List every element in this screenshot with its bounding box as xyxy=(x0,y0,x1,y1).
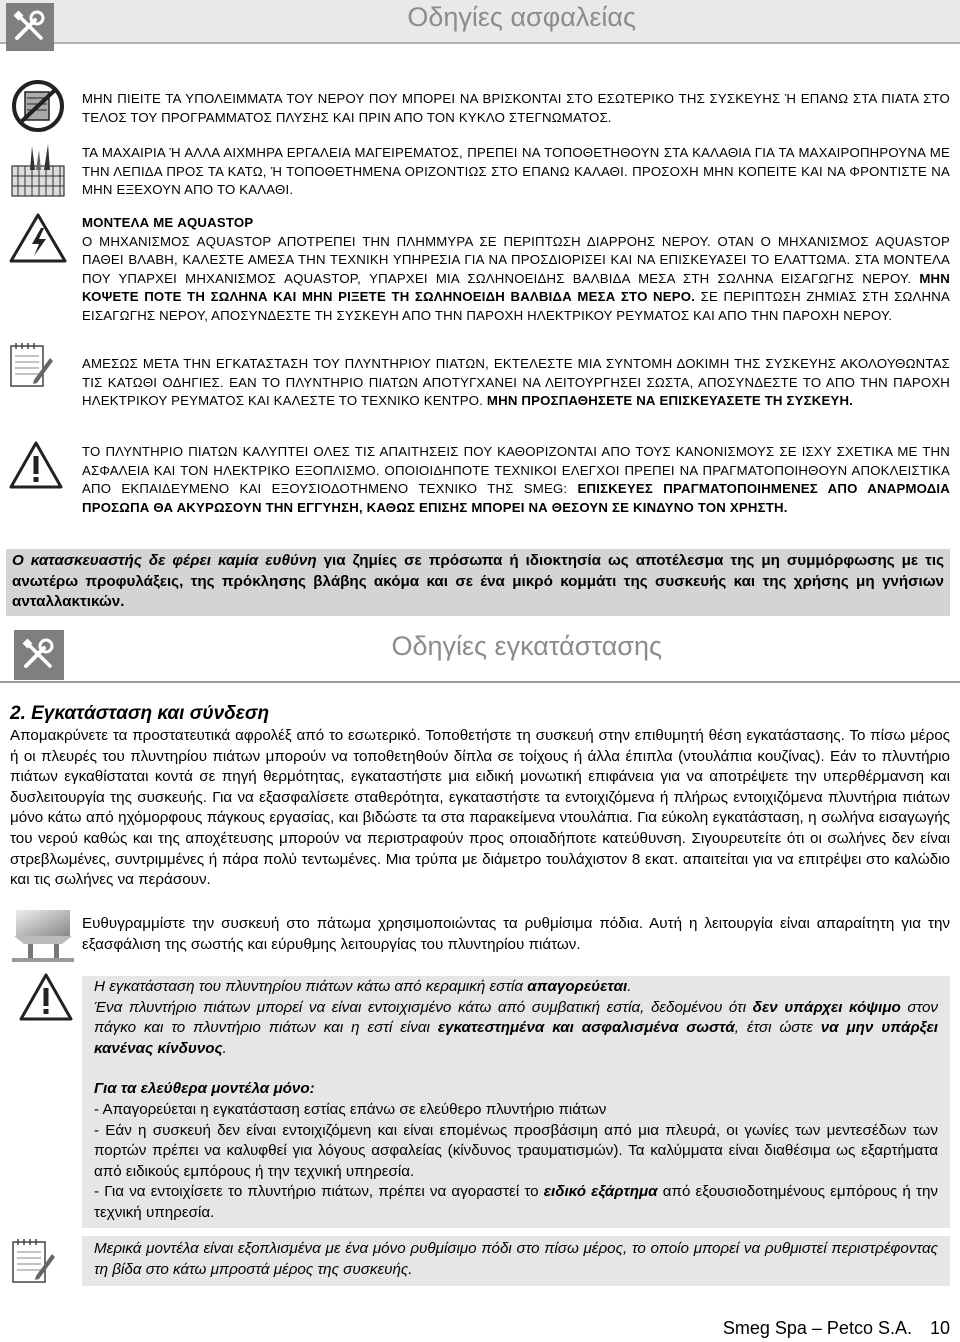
liability-notice-italic: Ο κατασκευαστής δε φέρει καμία ευθύνη xyxy=(12,552,317,569)
install-title: Οδηγίες εγκατάστασης xyxy=(391,631,662,661)
spacer xyxy=(94,1059,938,1079)
hob-line-2-bold-2: εγκατεστημένα και ασφαλισμένα σωστά xyxy=(437,1019,735,1037)
tools-icon xyxy=(14,630,64,680)
free-models-item-3-bold: ειδικό εξάρτημα xyxy=(543,1183,658,1201)
compliance-block xyxy=(82,443,950,517)
foot-note-text: Μερικά μοντέλα είναι εξοπλισμένα με ένα μόνο ρυθμίσιμο πόδι στο πίσω μέρος, το οποίο μπορεί να ρυθμιστεί περιστρέφοντας τη βίδα στο κάτω μπροστά μέρος της συσκευής. xyxy=(94,1240,938,1278)
compliance-text: ΤΟ ΠΛΥΝΤΗΡΙΟ ΠΙΑΤΩΝ ΚΑΛΥΠΤΕΙ ΟΛΕΣ ΤΙΣ ΑΠΑΙΤΗΣΕΙΣ ΠΟΥ ΚΑΘΟΡΙΖΟΝΤΑΙ ΑΠΟ ΤΟΥΣ ΚΑΝΟΝΙΣΜΟΥΣ ΣΕ ΙΣΧΥ ΣΧΕΤΙΚΑ ΜΕ ΤΗΝ ΑΣΦΑΛΕΙΑ ΚΑΙ ΤΟΝ ΗΛΕΚΤΡΙΚΟ ΕΞΟΠΛΙΣΜΟ. ΟΠΟΙΟΙΔΗΠΟΤΕ ΤΕΧΝΙΚΟΙ ΕΛΕΓΧΟΙ ΠΡΕΠΕΙ ΝΑ ΠΡΑΓΜΑΤΟΠΟΙΗΘΟΥΝ ΑΠΟΚΛΕΙΣΤΙΚΑ ΑΠΟ ΕΚΠΑΙΔΕΥΜΕΝΟ ΚΑΙ ΕΞΟΥΣΙΟΔΟΤΗΜΕΝΟ ΤΕΧΝΙΚΟ ΤΗΣ SMEG: xyxy=(82,444,950,497)
aquastop-text-2: ΣΕ ΠΕΡΙΠΤΩΣΗ ΖΗΜΙΑΣ ΣΤΗ ΣΩΛΗΝΑ ΕΙΣΑΓΩΓΗΣ ΝΕΡΟΥ, ΑΠΟΣΥΝΔΕΣΤΕ ΤΗ ΣΥΣΚΕΥΗ ΑΠΟ ΤΗΝ ΠΑΡΟΧΗ ΗΛΕΚΤΡΙΚΟΥ ΡΕΥΜΑΤΟΣ ΚΑΙ ΑΠΟ ΤΗΝ ΠΑΡΟΧΗ ΝΕΡΟΥ. xyxy=(82,289,950,323)
notepad-icon xyxy=(10,1236,56,1291)
hob-line-2-text: Ένα πλυντήριο πιάτων μπορεί να είναι εντοιχισμένο κάτω από συμβατική εστία, δεδομένου ότι xyxy=(94,998,753,1016)
page-title: Οδηγίες ασφαλείας xyxy=(407,2,636,32)
hob-line-2 xyxy=(94,998,938,1060)
test-note-block xyxy=(82,355,950,411)
aquastop-block xyxy=(82,214,950,326)
warning-icon xyxy=(8,440,64,495)
test-note-text: ΑΜΕΣΩΣ ΜΕΤΑ ΤΗΝ ΕΓΚΑΤΑΣΤΑΣΗ ΤΟΥ ΠΛΥΝΤΗΡΙΟΥ ΠΙΑΤΩΝ, ΕΚΤΕΛΕΣΤΕ ΜΙΑ ΣΥΝΤΟΜΗ ΔΟΚΙΜΗ ΤΗΣ ΣΥΣΚΕΥΗΣ ΑΚΟΛΟΥΘΩΝΤΑΣ ΤΙΣ ΚΑΤΩΘΙ ΟΔΗΓΙΕΣ. ΕΑΝ ΤΟ ΠΛΥΝΤΗΡΙΟ ΠΙΑΤΩΝ ΑΠΟΤΥΓΧΑΝΕΙ ΝΑ ΛΕΙΤΟΥΡΓΗΣΕΙ ΣΩΣΤΑ, ΑΠΟΣΥΝΔΕΣΤΕ ΤΟ ΑΠΟ ΤΗΝ ΠΑΡΟΧΗ ΗΛΕΚΤΡΙΚΟΥ ΡΕΥΜΑΤΟΣ ΚΑΙ ΚΑΛΕΣΤΕ ΤΟ ΤΕΧΝΙΚΟ ΚΕΝΤΡΟ. xyxy=(82,356,950,409)
warning-knives-text: ΤΑ ΜΑΧΑΙΡΙΑ Ή ΑΛΛΑ ΑΙΧΜΗΡΑ ΕΡΓΑΛΕΙΑ ΜΑΓΕΙΡΕΜΑΤΟΣ, ΠΡΕΠΕΙ ΝΑ ΤΟΠΟΘΕΤΗΘΟΥΝ ΣΤΑ ΚΑΛΑΘΙΑ ΓΙΑ ΤΑ ΜΑΧΑΙΡΟΠΗΡΟΥΝΑ ΜΕ ΤΗΝ ΛΕΠΙΔΑ ΠΡΟΣ ΤΑ ΚΑΤΩ, Ή ΤΟΠΟΘΕΤΗΜΕΝΑ ΟΡΙΖΟΝΤΙΩΣ ΣΤΟ ΕΠΑΝΩ ΚΑΛΑΘΙ. ΠΡΟΣΟΧΗ ΜΗΝ ΚΟΠΕΙΤΕ ΚΑΙ ΝΑ ΦΡΟΝΤΙΣΤΕ ΝΑ ΜΗΝ ΕΞΕΧΟΥΝ ΑΠΟ ΤΟ ΚΑΛΑΘΙ. xyxy=(82,145,950,198)
leveling-note: Ευθυγραμμίστε την συσκευή στο πάτωμα χρησιμοποιώντας τα ρυθμίσιμα πόδια. Αυτή η λειτουργία είναι απαραίτητη για την εξασφάλιση της σωστής και εύρυθμης λειτουργίας του πλυντηρίου πιάτων. xyxy=(82,915,950,953)
liability-notice-text: για ζημίες σε πρόσωπα ή ιδιοκτησία ως αποτέλεσμα της μη συμμόρφωσης με τις ανωτέρω προφυλάξεις, της πρόκλησης βλάβης ακόμα και σε ένα μικρό κομμάτι της συσκευής και της χρήσης μη γνήσιων ανταλλακτικών. xyxy=(12,552,944,610)
hob-line-2-bold-3: να μην υπάρξει κανένας κίνδυνος xyxy=(94,1019,938,1057)
hob-line-1-bold: απαγορεύεται xyxy=(527,978,628,995)
liability-notice xyxy=(6,549,950,616)
hob-line-1 xyxy=(94,977,938,998)
electric-hazard-icon xyxy=(8,212,68,269)
free-models-item-3 xyxy=(94,1182,938,1223)
notepad-icon xyxy=(8,340,54,395)
aquastop-heading: ΜΟΝΤΕΛΑ ΜΕ AQUASTOP xyxy=(82,215,254,230)
no-drink-icon xyxy=(8,78,68,139)
test-note-bold: ΜΗΝ ΠΡΟΣΠΑΘΗΣΕΤΕ ΝΑ ΕΠΙΣΚΕΥΑΣΕΤΕ ΤΗ ΣΥΣΚΕΥΗ. xyxy=(486,393,854,409)
hob-line-1-text: Η εγκατάσταση του πλυντηρίου πιάτων κάτω από κεραμική εστία xyxy=(94,978,528,995)
free-models-item-2: - Εάν η συσκευή δεν είναι εντοιχιζόμενη και είναι επομένως προσβάσιμη από μια πλευρά, οι γωνίες των μεντεσέδων των πορτών πρέπει να καλυφθεί για λόγους ασφαλείας (κίνδυνος τραυματισμών). Τα καλύμματα είναι διαθέσιμα ως εξαρτήματα από ειδικούς εμπόρους ή την τεχνική υπηρεσία. xyxy=(94,1121,938,1180)
aquastop-bold: ΜΗΝ ΚΟΨΕΤΕ ΠΟΤΕ ΤΗ ΣΩΛΗΝΑ ΚΑΙ ΜΗΝ ΡΙΞΕΤΕ ΤΗ ΣΩΛΗΝΟΕΙΔΗ ΒΑΛΒΙΔΑ ΜΕΣΑ ΣΤΟ ΝΕΡΟ. xyxy=(82,270,950,305)
hob-line-2-text-3: , έτσι ώστε xyxy=(734,1019,821,1037)
foot-note-box xyxy=(82,1236,950,1286)
section-body: Απομακρύνετε τα προστατευτικά αφρολέξ από το εσωτερικό. Τοποθετήστε τη συσκευή στην επιθυμητή θέση εγκατάστασης. Το πίσω μέρος ή οι πλευρές του πλυντηρίου πιάτων μπορούν να τοποθετηθούν δίπλα σε τοίχους ή άλλα έπιπλα (ντουλάπια κουζίνας). Εάν το πλυντήριο πιάτων εγκαθίσταται κοντά σε πηγή θερμότητας, εγκαταστήστε μια ειδική μονωτική επιφάνεια για να αποτρέψετε την υπερθέρμανση και δυσλειτουργία της συσκευής. Για να εξασφαλίσετε σταθερότητα, εγκαταστήστε τα εντοιχιζόμενα ή πλήρως εντοιχιζόμενα πλυντήρια πιάτων μόνο κάτω από ηχόμορφους πάγκους εργασίας, και βιδώστε τα στα παρακείμενα ντουλάπια. Για εύκολη εγκατάσταση, η σωλήνα εισαγωγής του νερού καθώς και της αποχέτευσης μπορούν να περιστραφούν προς οποιαδήποτε κατεύθυνση. Σιγουρευτείτε ότι οι σωλήνες δεν είναι στρεβλωμένες, συντριμμένες ή πάρα πολύ τεντωμένες. Μια τρύπα με διάμετρο τουλάχιστον 8 εκατ. απαιτείται για να επιτρέψει στο καλώδιο και τις σωλήνες να περάσουν. xyxy=(10,727,950,889)
hob-line-2-bold-1: δεν υπάρχει κόψιμο xyxy=(752,998,901,1016)
hob-line-1-end: . xyxy=(627,978,632,995)
free-models-item-3-end: από εξουσιοδοτημένους εμπόρους ή την τεχνική υπηρεσία. xyxy=(94,1183,938,1221)
footer-company: Smeg Spa – Petco S.A. xyxy=(722,1318,912,1338)
hob-line-2-text-2: στον πάγκο και το πλυντήριο πιάτων και η εστί είναι xyxy=(94,998,938,1037)
install-header-divider xyxy=(0,681,960,683)
page-number: 10 xyxy=(929,1318,950,1338)
warning-drink-text: ΜΗΝ ΠΙΕΙΤΕ ΤΑ ΥΠΟΛΕΙΜΜΑΤΑ ΤΟΥ ΝΕΡΟΥ ΠΟΥ ΜΠΟΡΕΙ ΝΑ ΒΡΙΣΚΟΝΤΑΙ ΣΤΟ ΕΣΩΤΕΡΙΚΟ ΤΗΣ ΣΥΣΚΕΥΗΣ Ή ΕΠΑΝΩ ΣΤΑ ΠΙΑΤΑ ΣΤΟ ΤΕΛΟΣ ΤΟΥ ΠΡΟΓΡΑΜΜΑΤΟΣ ΠΛΥΣΗΣ ΚΑΙ ΠΡΙΝ ΑΠΟ ΤΟΝ ΚΥΚΛΟ ΣΤΕΓΝΩΜΑΤΟΣ. xyxy=(82,91,950,125)
section-heading: 2. Εγκατάσταση και σύνδεση xyxy=(10,703,270,724)
leveling-foot-icon xyxy=(12,906,74,969)
warning-icon xyxy=(18,972,74,1027)
free-models-item-3-text: - Για να εντοιχίσετε το πλυντήριο πιάτων, πρέπει να αγοραστεί το xyxy=(94,1183,544,1201)
knife-basket-icon xyxy=(8,140,68,203)
page-footer xyxy=(723,1318,950,1339)
free-models-item-1: - Απαγορεύεται η εγκατάσταση εστίας επάνω σε ελεύθερο πλυντήριο πιάτων xyxy=(94,1100,607,1118)
compliance-bold: ΕΠΙΣΚΕΥΕΣ ΠΡΑΓΜΑΤΟΠΟΙΗΜΕΝΕΣ ΑΠΟ ΑΝΑΡΜΟΔΙΑ ΠΡΟΣΩΠΑ ΘΑ ΑΚΥΡΩΣΟΥΝ ΤΗΝ ΕΓΓΥΗΣΗ, ΚΑΘΩΣ ΕΠΙΣΗΣ ΜΠΟΡΕΙ ΝΑ ΘΕΣΟΥΝ ΣΕ ΚΙΝΔΥΝΟ ΤΟΝ ΧΡΗΣΤΗ. xyxy=(82,481,950,515)
hob-warning-box xyxy=(82,976,950,1228)
header-divider xyxy=(0,42,960,44)
aquastop-text: Ο ΜΗΧΑΝΙΣΜΟΣ AQUASTOP ΑΠΟΤΡΕΠΕΙ ΤΗΝ ΠΛΗΜΜΥΡΑ ΣΕ ΠΕΡΙΠΤΩΣΗ ΔΙΑΡΡΟΗΣ ΝΕΡΟΥ. ΟΤΑΝ Ο ΜΗΧΑΝΙΣΜΟΣ AQUASTOP ΠΑΘΕΙ ΒΛΑΒΗ, ΚΑΛΕΣΤΕ ΑΜΕΣΑ ΤΗΝ ΤΕΧΝΙΚΗ ΥΠΗΡΕΣΙΑ ΓΙΑ ΝΑ ΠΡΟΣΔΙΟΡΙΣΕΙ ΚΑΙ ΝΑ ΕΠΙΣΚΕΥΑΣΕΙ ΤΟ ΕΛΑΤΤΩΜΑ. ΣΤΑ ΜΟΝΤΕΛΑ ΠΟΥ ΥΠΑΡΧΕΙ ΜΗΧΑΝΙΣΜΟΣ AQUASTOP, ΥΠΑΡΧΕΙ ΜΙΑ ΣΩΛΗΝΟΕΙΔΗΣ ΒΑΛΒΙΔΑ ΜΕΣΑ ΣΤΗ ΣΩΛΗΝΑ ΕΙΣΑΓΩΓΗΣ ΝΕΡΟΥ. xyxy=(82,233,950,286)
hob-line-2-end: . xyxy=(222,1039,227,1057)
free-models-heading: Για τα ελεύθερα μοντέλα μόνο: xyxy=(94,1080,315,1098)
tools-icon xyxy=(6,3,54,51)
